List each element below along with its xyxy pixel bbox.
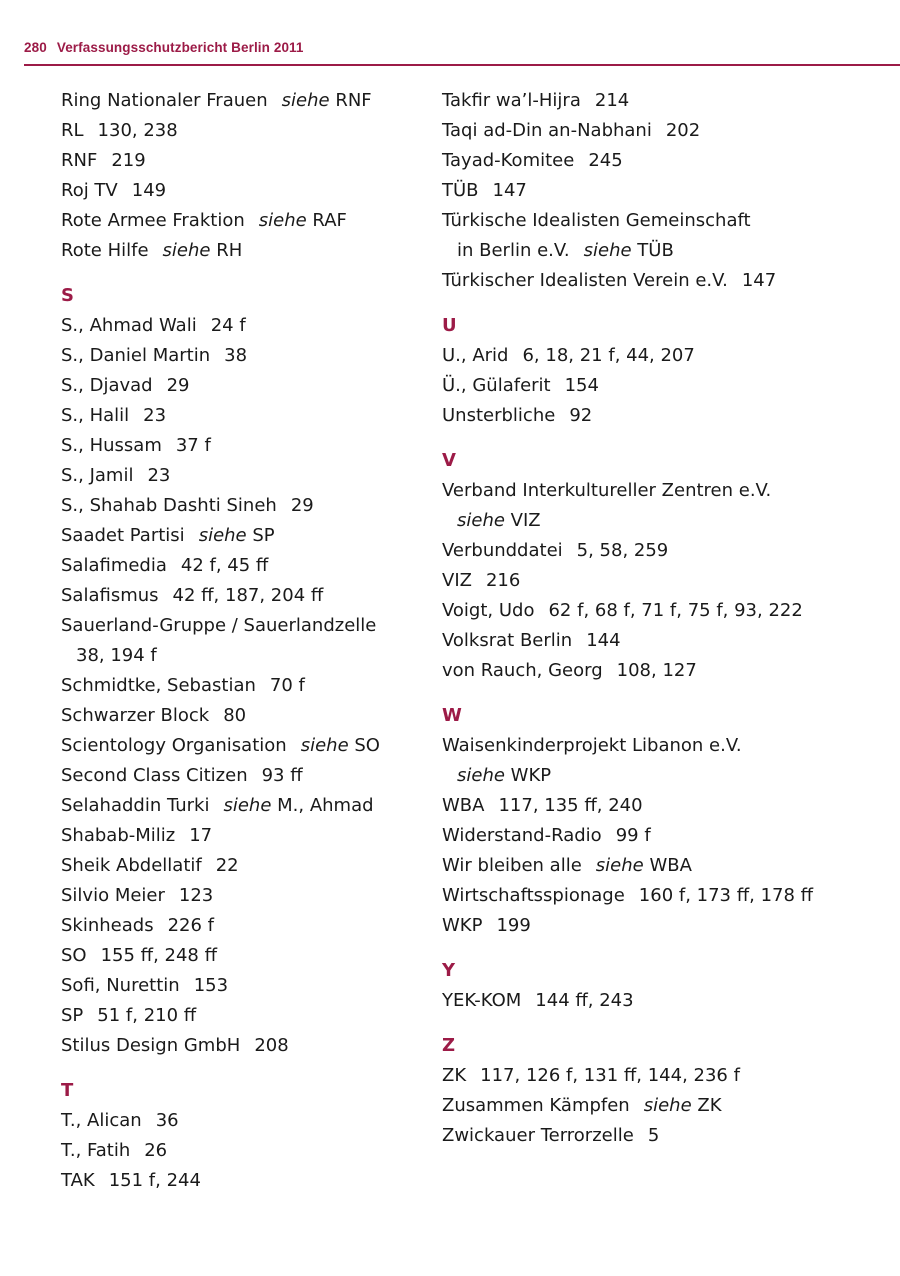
index-pages: 216 bbox=[485, 570, 521, 591]
index-pages: 17 bbox=[189, 825, 213, 846]
index-pages: 160 f, 173 ff, 178 ff bbox=[638, 885, 814, 906]
index-entry bbox=[61, 551, 421, 581]
index-term: WBA bbox=[442, 795, 485, 816]
index-pages: 37 f bbox=[175, 435, 211, 456]
index-term: Verbunddatei bbox=[442, 540, 563, 561]
index-pages: 92 bbox=[569, 405, 593, 426]
index-entry-continuation bbox=[442, 236, 882, 266]
index-entry bbox=[61, 431, 421, 461]
index-entry bbox=[442, 1121, 882, 1151]
index-pages: 26 bbox=[144, 1140, 168, 1161]
index-term: RNF bbox=[61, 150, 98, 171]
siehe-label: siehe bbox=[223, 795, 272, 816]
siehe-label: siehe bbox=[643, 1095, 692, 1116]
index-pages: 208 bbox=[254, 1035, 289, 1056]
index-entry bbox=[442, 371, 882, 401]
index-term: S., Djavad bbox=[61, 375, 153, 396]
index-letter-heading: Y bbox=[442, 960, 456, 981]
index-pages: 38, 194 f bbox=[76, 645, 157, 666]
index-pages: 245 bbox=[588, 150, 623, 171]
index-entry bbox=[442, 821, 882, 851]
index-pages: 219 bbox=[111, 150, 146, 171]
index-letter-heading: W bbox=[442, 705, 462, 726]
index-entry bbox=[61, 581, 421, 611]
index-term: Verband Interkultureller Zentren e.V. bbox=[442, 480, 772, 501]
index-entry bbox=[61, 311, 421, 341]
index-pages: 29 bbox=[166, 375, 190, 396]
siehe-label: siehe bbox=[595, 855, 644, 876]
index-term: Skinheads bbox=[61, 915, 154, 936]
index-reference: ZK bbox=[697, 1095, 722, 1116]
index-reference: TÜB bbox=[637, 240, 674, 261]
index-entry bbox=[61, 1136, 421, 1166]
index-letter-heading: Z bbox=[442, 1035, 456, 1056]
index-pages: 62 f, 68 f, 71 f, 75 f, 93, 222 bbox=[548, 600, 803, 621]
index-pages: 22 bbox=[215, 855, 239, 876]
index-column-right bbox=[442, 86, 882, 1151]
index-pages: 23 bbox=[147, 465, 171, 486]
index-pages: 202 bbox=[665, 120, 701, 141]
index-pages: 6, 18, 21 f, 44, 207 bbox=[522, 345, 695, 366]
index-term: Taqi ad-Din an-Nabhani bbox=[442, 120, 652, 141]
index-entry bbox=[61, 671, 421, 701]
index-term: Sofi, Nurettin bbox=[61, 975, 180, 996]
index-entry bbox=[442, 881, 882, 911]
index-term: Silvio Meier bbox=[61, 885, 165, 906]
index-term: S., Daniel Martin bbox=[61, 345, 211, 366]
index-term: Schwarzer Block bbox=[61, 705, 210, 726]
index-pages: 117, 126 f, 131 ff, 144, 236 f bbox=[480, 1065, 740, 1086]
index-letter-heading: S bbox=[61, 285, 74, 306]
siehe-label: siehe bbox=[300, 735, 349, 756]
index-entry bbox=[61, 1166, 421, 1196]
index-term: Wirtschaftsspionage bbox=[442, 885, 625, 906]
index-entry bbox=[442, 626, 882, 656]
index-entry bbox=[442, 86, 882, 116]
index-entry bbox=[61, 236, 421, 266]
index-entry bbox=[61, 521, 421, 551]
index-term: Unsterbliche bbox=[442, 405, 556, 426]
index-reference: RAF bbox=[312, 210, 347, 231]
index-term: Salafimedia bbox=[61, 555, 167, 576]
index-entry bbox=[61, 761, 421, 791]
index-term: Voigt, Udo bbox=[442, 600, 535, 621]
page-number: 280 bbox=[24, 40, 47, 55]
index-reference: WBA bbox=[649, 855, 692, 876]
index-pages: 5, 58, 259 bbox=[576, 540, 669, 561]
index-entry bbox=[61, 146, 421, 176]
index-reference: SO bbox=[354, 735, 380, 756]
index-letter-heading: V bbox=[442, 450, 456, 471]
index-term: T., Fatih bbox=[61, 1140, 131, 1161]
index-entry bbox=[442, 731, 882, 761]
index-entry bbox=[61, 941, 421, 971]
index-entry bbox=[61, 611, 421, 641]
index-pages: 199 bbox=[496, 915, 531, 936]
index-term: RL bbox=[61, 120, 84, 141]
index-pages: 24 f bbox=[210, 315, 246, 336]
index-entry bbox=[61, 731, 421, 761]
index-entry bbox=[442, 401, 882, 431]
index-term: Rote Armee Fraktion bbox=[61, 210, 245, 231]
index-term: Schmidtke, Sebastian bbox=[61, 675, 256, 696]
index-pages: 154 bbox=[564, 375, 599, 396]
index-entry bbox=[61, 971, 421, 1001]
index-pages: 144 ff, 243 bbox=[535, 990, 634, 1011]
index-entry bbox=[61, 1106, 421, 1136]
index-pages: 108, 127 bbox=[616, 660, 697, 681]
index-entry bbox=[61, 116, 421, 146]
index-letter-heading: T bbox=[61, 1080, 74, 1101]
index-entry bbox=[442, 986, 882, 1016]
index-term: Türkische Idealisten Gemeinschaft bbox=[442, 210, 751, 231]
index-entry bbox=[61, 461, 421, 491]
index-letter-heading: U bbox=[442, 315, 457, 336]
index-term: Sheik Abdellatif bbox=[61, 855, 202, 876]
index-term: TAK bbox=[61, 1170, 95, 1191]
index-pages: 144 bbox=[586, 630, 621, 651]
index-entry bbox=[61, 701, 421, 731]
index-pages: 226 f bbox=[167, 915, 214, 936]
index-entry bbox=[61, 881, 421, 911]
index-entry bbox=[442, 791, 882, 821]
index-reference: RH bbox=[216, 240, 243, 261]
index-pages: 42 ff, 187, 204 ff bbox=[172, 585, 324, 606]
index-term: Scientology Organisation bbox=[61, 735, 287, 756]
index-pages: 117, 135 ff, 240 bbox=[498, 795, 643, 816]
index-term: S., Halil bbox=[61, 405, 130, 426]
index-reference: RNF bbox=[335, 90, 372, 111]
index-term: Tayad-Komitee bbox=[442, 150, 575, 171]
index-term: S., Jamil bbox=[61, 465, 134, 486]
index-entry-continuation bbox=[61, 641, 421, 671]
index-term: YEK-KOM bbox=[442, 990, 522, 1011]
siehe-label: siehe bbox=[258, 210, 307, 231]
index-entry bbox=[61, 341, 421, 371]
index-pages: 155 ff, 248 ff bbox=[100, 945, 217, 966]
index-entry bbox=[442, 536, 882, 566]
index-term: Selahaddin Turki bbox=[61, 795, 210, 816]
index-pages: 36 bbox=[155, 1110, 179, 1131]
index-term: Ü., Gülaferit bbox=[442, 375, 551, 396]
index-entry bbox=[442, 476, 882, 506]
index-term: ZK bbox=[442, 1065, 467, 1086]
index-pages: 29 bbox=[290, 495, 314, 516]
index-reference: VIZ bbox=[510, 510, 541, 531]
index-term: Zwickauer Terrorzelle bbox=[442, 1125, 634, 1146]
index-entry bbox=[442, 911, 882, 941]
index-pages: 23 bbox=[143, 405, 167, 426]
index-term: in Berlin e.V. bbox=[457, 240, 570, 261]
index-entry bbox=[61, 206, 421, 236]
index-pages: 5 bbox=[647, 1125, 660, 1146]
index-pages: 214 bbox=[594, 90, 630, 111]
index-term: Sauerland-Gruppe / Sauerlandzelle bbox=[61, 615, 377, 636]
index-pages: 147 bbox=[741, 270, 777, 291]
index-entry bbox=[61, 791, 421, 821]
index-term: Ring Nationaler Frauen bbox=[61, 90, 268, 111]
index-term: S., Ahmad Wali bbox=[61, 315, 197, 336]
index-term: SP bbox=[61, 1005, 84, 1026]
index-pages: 42 f, 45 ff bbox=[180, 555, 269, 576]
index-entry bbox=[442, 566, 882, 596]
index-term: S., Hussam bbox=[61, 435, 162, 456]
siehe-label: siehe bbox=[583, 240, 632, 261]
index-entry bbox=[61, 86, 421, 116]
index-term: TÜB bbox=[442, 180, 479, 201]
index-entry bbox=[61, 821, 421, 851]
siehe-label: siehe bbox=[198, 525, 247, 546]
index-term: Widerstand-Radio bbox=[442, 825, 602, 846]
index-entry bbox=[442, 176, 882, 206]
index-pages: 70 f bbox=[269, 675, 305, 696]
siehe-label: siehe bbox=[281, 90, 330, 111]
index-pages: 93 ff bbox=[261, 765, 303, 786]
index-entry-continuation bbox=[442, 761, 882, 791]
index-pages: 153 bbox=[193, 975, 229, 996]
index-pages: 151 f, 244 bbox=[108, 1170, 201, 1191]
index-entry bbox=[61, 1031, 421, 1061]
index-entry bbox=[61, 851, 421, 881]
siehe-label: siehe bbox=[457, 765, 505, 786]
index-term: Second Class Citizen bbox=[61, 765, 248, 786]
index-entry bbox=[442, 266, 882, 296]
index-term: Saadet Partisi bbox=[61, 525, 185, 546]
index-entry bbox=[61, 401, 421, 431]
index-reference: M., Ahmad bbox=[277, 795, 374, 816]
index-reference: SP bbox=[252, 525, 275, 546]
index-term: Roj TV bbox=[61, 180, 118, 201]
index-entry bbox=[61, 491, 421, 521]
index-term: Türkischer Idealisten Verein e.V. bbox=[442, 270, 728, 291]
index-entry bbox=[442, 146, 882, 176]
index-entry bbox=[442, 1091, 882, 1121]
index-column-left bbox=[61, 86, 421, 1196]
index-term: Salafismus bbox=[61, 585, 159, 606]
index-pages: 130, 238 bbox=[97, 120, 178, 141]
index-pages: 51 f, 210 ff bbox=[97, 1005, 197, 1026]
index-term: Wir bleiben alle bbox=[442, 855, 582, 876]
index-pages: 38 bbox=[224, 345, 248, 366]
index-pages: 149 bbox=[131, 180, 167, 201]
index-reference: WKP bbox=[510, 765, 552, 786]
index-term: T., Alican bbox=[61, 1110, 142, 1131]
index-pages: 80 bbox=[223, 705, 247, 726]
index-entry bbox=[442, 851, 882, 881]
index-entry bbox=[61, 911, 421, 941]
index-pages: 123 bbox=[178, 885, 214, 906]
index-term: SO bbox=[61, 945, 87, 966]
index-entry bbox=[442, 206, 882, 236]
index-term: von Rauch, Georg bbox=[442, 660, 603, 681]
index-term: Zusammen Kämpfen bbox=[442, 1095, 630, 1116]
index-term: Rote Hilfe bbox=[61, 240, 149, 261]
index-entry bbox=[61, 176, 421, 206]
index-term: Takfir wa’l-Hijra bbox=[442, 90, 581, 111]
page-header bbox=[24, 40, 900, 66]
index-entry bbox=[442, 656, 882, 686]
index-entry bbox=[442, 116, 882, 146]
index-term: VIZ bbox=[442, 570, 472, 591]
index-term: U., Arid bbox=[442, 345, 509, 366]
index-pages: 147 bbox=[492, 180, 527, 201]
index-entry bbox=[442, 596, 882, 626]
index-entry bbox=[442, 341, 882, 371]
index-term: Stilus Design GmbH bbox=[61, 1035, 241, 1056]
index-term: Waisenkinderprojekt Libanon e.V. bbox=[442, 735, 742, 756]
index-entry bbox=[442, 1061, 882, 1091]
index-term: Volksrat Berlin bbox=[442, 630, 573, 651]
index-term: Shabab-Miliz bbox=[61, 825, 176, 846]
siehe-label: siehe bbox=[162, 240, 211, 261]
index-pages: 99 f bbox=[615, 825, 651, 846]
index-term: S., Shahab Dashti Sineh bbox=[61, 495, 277, 516]
index-entry bbox=[61, 371, 421, 401]
page-header-title: Verfassungsschutzbericht Berlin 2011 bbox=[56, 40, 304, 55]
siehe-label: siehe bbox=[457, 510, 505, 531]
index-term: WKP bbox=[442, 915, 483, 936]
index-entry-continuation bbox=[442, 506, 882, 536]
index-entry bbox=[61, 1001, 421, 1031]
